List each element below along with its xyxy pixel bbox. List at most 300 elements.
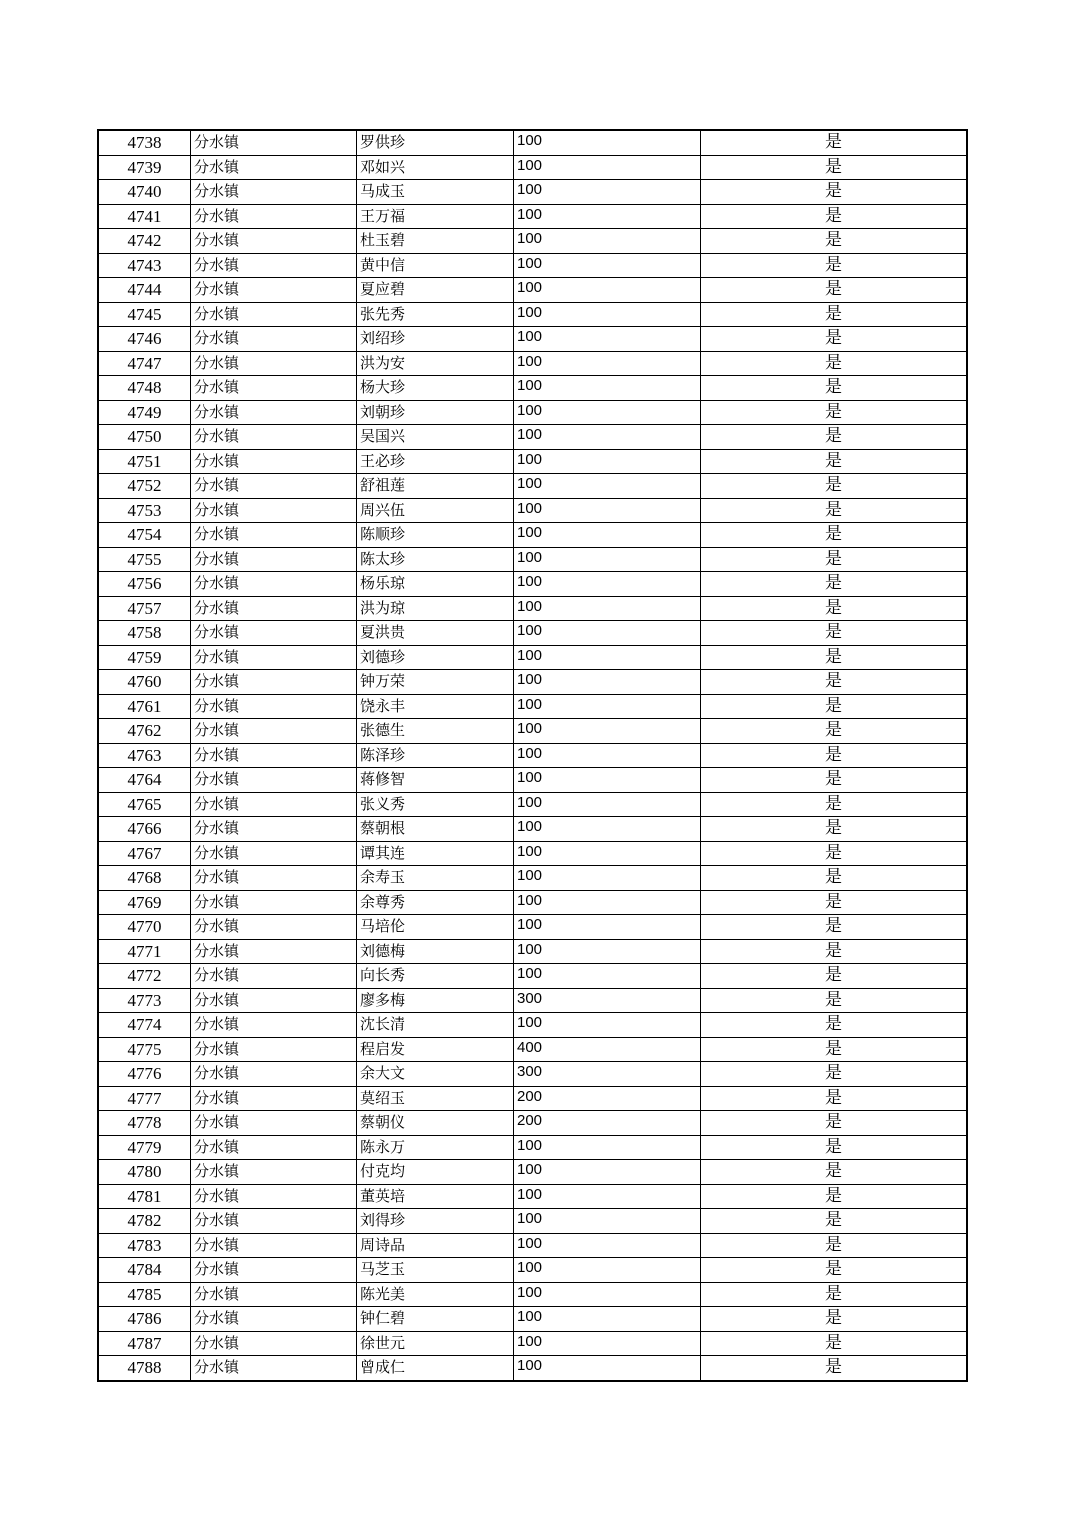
- person-name-cell: 杜玉碧: [357, 229, 514, 254]
- person-name-cell: 董英培: [357, 1184, 514, 1209]
- town-cell: 分水镇: [191, 1307, 357, 1332]
- amount-cell: 100: [514, 1209, 701, 1234]
- person-name-cell: 洪为安: [357, 351, 514, 376]
- town-cell: 分水镇: [191, 1160, 357, 1185]
- status-cell: 是: [701, 572, 968, 597]
- status-cell: 是: [701, 302, 968, 327]
- table-row: [98, 425, 967, 450]
- table-row: [98, 1086, 967, 1111]
- amount-cell: 100: [514, 964, 701, 989]
- person-name-cell: 向长秀: [357, 964, 514, 989]
- status-cell: 是: [701, 1086, 968, 1111]
- status-cell: 是: [701, 180, 968, 205]
- table-row: [98, 743, 967, 768]
- amount-cell: 100: [514, 400, 701, 425]
- data-table: [97, 129, 968, 1382]
- person-name-cell: 钟万荣: [357, 670, 514, 695]
- row-number-cell: 4760: [98, 670, 191, 695]
- town-cell: 分水镇: [191, 866, 357, 891]
- status-cell: 是: [701, 155, 968, 180]
- town-cell: 分水镇: [191, 474, 357, 499]
- person-name-cell: 蔡朝仪: [357, 1111, 514, 1136]
- table-body: [98, 130, 967, 1381]
- amount-cell: 100: [514, 866, 701, 891]
- status-cell: 是: [701, 449, 968, 474]
- status-cell: 是: [701, 1135, 968, 1160]
- person-name-cell: 马芝玉: [357, 1258, 514, 1283]
- town-cell: 分水镇: [191, 1037, 357, 1062]
- person-name-cell: 陈太珍: [357, 547, 514, 572]
- row-number-cell: 4739: [98, 155, 191, 180]
- row-number-cell: 4766: [98, 817, 191, 842]
- amount-cell: 100: [514, 1307, 701, 1332]
- amount-cell: 100: [514, 302, 701, 327]
- table-row: [98, 1307, 967, 1332]
- town-cell: 分水镇: [191, 523, 357, 548]
- amount-cell: 100: [514, 817, 701, 842]
- town-cell: 分水镇: [191, 596, 357, 621]
- town-cell: 分水镇: [191, 155, 357, 180]
- amount-cell: 100: [514, 1331, 701, 1356]
- amount-cell: 100: [514, 596, 701, 621]
- town-cell: 分水镇: [191, 817, 357, 842]
- row-number-cell: 4776: [98, 1062, 191, 1087]
- row-number-cell: 4747: [98, 351, 191, 376]
- row-number-cell: 4765: [98, 792, 191, 817]
- person-name-cell: 陈光美: [357, 1282, 514, 1307]
- person-name-cell: 余尊秀: [357, 890, 514, 915]
- town-cell: 分水镇: [191, 180, 357, 205]
- table-row: [98, 1160, 967, 1185]
- town-cell: 分水镇: [191, 792, 357, 817]
- status-cell: 是: [701, 621, 968, 646]
- status-cell: 是: [701, 866, 968, 891]
- status-cell: 是: [701, 1233, 968, 1258]
- person-name-cell: 刘得珍: [357, 1209, 514, 1234]
- town-cell: 分水镇: [191, 253, 357, 278]
- table-row: [98, 449, 967, 474]
- row-number-cell: 4785: [98, 1282, 191, 1307]
- status-cell: 是: [701, 694, 968, 719]
- table-row: [98, 1135, 967, 1160]
- amount-cell: 300: [514, 988, 701, 1013]
- row-number-cell: 4788: [98, 1356, 191, 1381]
- row-number-cell: 4767: [98, 841, 191, 866]
- row-number-cell: 4764: [98, 768, 191, 793]
- person-name-cell: 钟仁碧: [357, 1307, 514, 1332]
- status-cell: 是: [701, 278, 968, 303]
- amount-cell: 100: [514, 449, 701, 474]
- town-cell: 分水镇: [191, 1209, 357, 1234]
- town-cell: 分水镇: [191, 449, 357, 474]
- town-cell: 分水镇: [191, 400, 357, 425]
- amount-cell: 100: [514, 253, 701, 278]
- amount-cell: 100: [514, 180, 701, 205]
- status-cell: 是: [701, 1160, 968, 1185]
- status-cell: 是: [701, 645, 968, 670]
- person-name-cell: 邓如兴: [357, 155, 514, 180]
- town-cell: 分水镇: [191, 743, 357, 768]
- town-cell: 分水镇: [191, 204, 357, 229]
- row-number-cell: 4754: [98, 523, 191, 548]
- person-name-cell: 程启发: [357, 1037, 514, 1062]
- amount-cell: 100: [514, 523, 701, 548]
- status-cell: 是: [701, 1307, 968, 1332]
- person-name-cell: 莫绍玉: [357, 1086, 514, 1111]
- status-cell: 是: [701, 130, 968, 155]
- table-row: [98, 1184, 967, 1209]
- table-row: [98, 694, 967, 719]
- table-row: [98, 278, 967, 303]
- table-row: [98, 719, 967, 744]
- amount-cell: 100: [514, 327, 701, 352]
- town-cell: 分水镇: [191, 719, 357, 744]
- row-number-cell: 4752: [98, 474, 191, 499]
- status-cell: 是: [701, 988, 968, 1013]
- person-name-cell: 张德生: [357, 719, 514, 744]
- row-number-cell: 4746: [98, 327, 191, 352]
- amount-cell: 100: [514, 768, 701, 793]
- table-row: [98, 1062, 967, 1087]
- amount-cell: 400: [514, 1037, 701, 1062]
- table-row: [98, 547, 967, 572]
- town-cell: 分水镇: [191, 841, 357, 866]
- amount-cell: 100: [514, 572, 701, 597]
- person-name-cell: 陈顺珍: [357, 523, 514, 548]
- row-number-cell: 4743: [98, 253, 191, 278]
- table-row: [98, 866, 967, 891]
- status-cell: 是: [701, 670, 968, 695]
- status-cell: 是: [701, 915, 968, 940]
- amount-cell: 100: [514, 1013, 701, 1038]
- status-cell: 是: [701, 1258, 968, 1283]
- status-cell: 是: [701, 939, 968, 964]
- person-name-cell: 杨乐琼: [357, 572, 514, 597]
- status-cell: 是: [701, 425, 968, 450]
- amount-cell: 100: [514, 376, 701, 401]
- table-row: [98, 130, 967, 155]
- row-number-cell: 4761: [98, 694, 191, 719]
- status-cell: 是: [701, 1209, 968, 1234]
- table-row: [98, 817, 967, 842]
- person-name-cell: 蔡朝根: [357, 817, 514, 842]
- row-number-cell: 4779: [98, 1135, 191, 1160]
- status-cell: 是: [701, 1111, 968, 1136]
- table-row: [98, 229, 967, 254]
- town-cell: 分水镇: [191, 915, 357, 940]
- amount-cell: 100: [514, 1356, 701, 1381]
- town-cell: 分水镇: [191, 1135, 357, 1160]
- status-cell: 是: [701, 253, 968, 278]
- row-number-cell: 4758: [98, 621, 191, 646]
- status-cell: 是: [701, 596, 968, 621]
- person-name-cell: 杨大珍: [357, 376, 514, 401]
- amount-cell: 100: [514, 229, 701, 254]
- table-row: [98, 768, 967, 793]
- table-row: [98, 474, 967, 499]
- table-row: [98, 988, 967, 1013]
- row-number-cell: 4740: [98, 180, 191, 205]
- status-cell: 是: [701, 204, 968, 229]
- town-cell: 分水镇: [191, 1062, 357, 1087]
- town-cell: 分水镇: [191, 1013, 357, 1038]
- person-name-cell: 刘德珍: [357, 645, 514, 670]
- town-cell: 分水镇: [191, 376, 357, 401]
- status-cell: 是: [701, 719, 968, 744]
- person-name-cell: 洪为琼: [357, 596, 514, 621]
- table-row: [98, 1258, 967, 1283]
- status-cell: 是: [701, 376, 968, 401]
- person-name-cell: 曾成仁: [357, 1356, 514, 1381]
- person-name-cell: 刘绍珍: [357, 327, 514, 352]
- amount-cell: 200: [514, 1086, 701, 1111]
- table-row: [98, 498, 967, 523]
- amount-cell: 100: [514, 1184, 701, 1209]
- person-name-cell: 徐世元: [357, 1331, 514, 1356]
- town-cell: 分水镇: [191, 621, 357, 646]
- row-number-cell: 4745: [98, 302, 191, 327]
- town-cell: 分水镇: [191, 694, 357, 719]
- town-cell: 分水镇: [191, 327, 357, 352]
- row-number-cell: 4751: [98, 449, 191, 474]
- row-number-cell: 4775: [98, 1037, 191, 1062]
- amount-cell: 100: [514, 890, 701, 915]
- table-row: [98, 351, 967, 376]
- town-cell: 分水镇: [191, 229, 357, 254]
- table-row: [98, 939, 967, 964]
- amount-cell: 100: [514, 425, 701, 450]
- table-row: [98, 180, 967, 205]
- row-number-cell: 4770: [98, 915, 191, 940]
- amount-cell: 100: [514, 474, 701, 499]
- table-row: [98, 596, 967, 621]
- row-number-cell: 4750: [98, 425, 191, 450]
- town-cell: 分水镇: [191, 302, 357, 327]
- town-cell: 分水镇: [191, 890, 357, 915]
- row-number-cell: 4741: [98, 204, 191, 229]
- town-cell: 分水镇: [191, 278, 357, 303]
- status-cell: 是: [701, 498, 968, 523]
- row-number-cell: 4781: [98, 1184, 191, 1209]
- status-cell: 是: [701, 547, 968, 572]
- town-cell: 分水镇: [191, 1233, 357, 1258]
- person-name-cell: 马成玉: [357, 180, 514, 205]
- person-name-cell: 夏应碧: [357, 278, 514, 303]
- town-cell: 分水镇: [191, 964, 357, 989]
- row-number-cell: 4784: [98, 1258, 191, 1283]
- person-name-cell: 周诗品: [357, 1233, 514, 1258]
- town-cell: 分水镇: [191, 1086, 357, 1111]
- status-cell: 是: [701, 400, 968, 425]
- person-name-cell: 饶永丰: [357, 694, 514, 719]
- person-name-cell: 蒋修智: [357, 768, 514, 793]
- row-number-cell: 4757: [98, 596, 191, 621]
- town-cell: 分水镇: [191, 1258, 357, 1283]
- table-row: [98, 327, 967, 352]
- table-row: [98, 572, 967, 597]
- person-name-cell: 吴国兴: [357, 425, 514, 450]
- row-number-cell: 4780: [98, 1160, 191, 1185]
- town-cell: 分水镇: [191, 498, 357, 523]
- person-name-cell: 罗供珍: [357, 130, 514, 155]
- amount-cell: 100: [514, 670, 701, 695]
- town-cell: 分水镇: [191, 1331, 357, 1356]
- town-cell: 分水镇: [191, 351, 357, 376]
- status-cell: 是: [701, 1184, 968, 1209]
- person-name-cell: 张义秀: [357, 792, 514, 817]
- person-name-cell: 沈长清: [357, 1013, 514, 1038]
- amount-cell: 200: [514, 1111, 701, 1136]
- amount-cell: 100: [514, 204, 701, 229]
- row-number-cell: 4763: [98, 743, 191, 768]
- amount-cell: 100: [514, 1160, 701, 1185]
- table-row: [98, 523, 967, 548]
- table-row: [98, 1037, 967, 1062]
- amount-cell: 100: [514, 719, 701, 744]
- row-number-cell: 4768: [98, 866, 191, 891]
- row-number-cell: 4755: [98, 547, 191, 572]
- row-number-cell: 4774: [98, 1013, 191, 1038]
- amount-cell: 100: [514, 645, 701, 670]
- table-row: [98, 1111, 967, 1136]
- table-row: [98, 155, 967, 180]
- status-cell: 是: [701, 327, 968, 352]
- row-number-cell: 4756: [98, 572, 191, 597]
- amount-cell: 100: [514, 1258, 701, 1283]
- row-number-cell: 4738: [98, 130, 191, 155]
- amount-cell: 100: [514, 547, 701, 572]
- table-row: [98, 400, 967, 425]
- person-name-cell: 刘朝珍: [357, 400, 514, 425]
- person-name-cell: 黄中信: [357, 253, 514, 278]
- status-cell: 是: [701, 792, 968, 817]
- row-number-cell: 4759: [98, 645, 191, 670]
- amount-cell: 100: [514, 1282, 701, 1307]
- table-row: [98, 621, 967, 646]
- town-cell: 分水镇: [191, 1282, 357, 1307]
- status-cell: 是: [701, 817, 968, 842]
- amount-cell: 100: [514, 743, 701, 768]
- person-name-cell: 廖多梅: [357, 988, 514, 1013]
- amount-cell: 100: [514, 1233, 701, 1258]
- town-cell: 分水镇: [191, 130, 357, 155]
- amount-cell: 100: [514, 694, 701, 719]
- row-number-cell: 4786: [98, 1307, 191, 1332]
- person-name-cell: 余寿玉: [357, 866, 514, 891]
- person-name-cell: 刘德梅: [357, 939, 514, 964]
- amount-cell: 100: [514, 621, 701, 646]
- amount-cell: 100: [514, 130, 701, 155]
- town-cell: 分水镇: [191, 425, 357, 450]
- town-cell: 分水镇: [191, 988, 357, 1013]
- person-name-cell: 王必珍: [357, 449, 514, 474]
- person-name-cell: 陈泽珍: [357, 743, 514, 768]
- town-cell: 分水镇: [191, 645, 357, 670]
- status-cell: 是: [701, 890, 968, 915]
- person-name-cell: 夏洪贵: [357, 621, 514, 646]
- status-cell: 是: [701, 743, 968, 768]
- table-row: [98, 376, 967, 401]
- row-number-cell: 4742: [98, 229, 191, 254]
- table-row: [98, 890, 967, 915]
- row-number-cell: 4783: [98, 1233, 191, 1258]
- town-cell: 分水镇: [191, 572, 357, 597]
- amount-cell: 100: [514, 939, 701, 964]
- amount-cell: 300: [514, 1062, 701, 1087]
- row-number-cell: 4769: [98, 890, 191, 915]
- town-cell: 分水镇: [191, 1111, 357, 1136]
- amount-cell: 100: [514, 792, 701, 817]
- status-cell: 是: [701, 1013, 968, 1038]
- table-row: [98, 1209, 967, 1234]
- row-number-cell: 4787: [98, 1331, 191, 1356]
- table-row: [98, 1013, 967, 1038]
- town-cell: 分水镇: [191, 547, 357, 572]
- table-row: [98, 204, 967, 229]
- person-name-cell: 舒祖莲: [357, 474, 514, 499]
- row-number-cell: 4778: [98, 1111, 191, 1136]
- person-name-cell: 陈永万: [357, 1135, 514, 1160]
- row-number-cell: 4772: [98, 964, 191, 989]
- table-row: [98, 645, 967, 670]
- table-row: [98, 964, 967, 989]
- status-cell: 是: [701, 768, 968, 793]
- table-row: [98, 1282, 967, 1307]
- table-row: [98, 915, 967, 940]
- amount-cell: 100: [514, 498, 701, 523]
- person-name-cell: 马培伦: [357, 915, 514, 940]
- status-cell: 是: [701, 474, 968, 499]
- person-name-cell: 张先秀: [357, 302, 514, 327]
- row-number-cell: 4782: [98, 1209, 191, 1234]
- row-number-cell: 4771: [98, 939, 191, 964]
- table-row: [98, 1331, 967, 1356]
- table-row: [98, 253, 967, 278]
- status-cell: 是: [701, 964, 968, 989]
- person-name-cell: 余大文: [357, 1062, 514, 1087]
- row-number-cell: 4744: [98, 278, 191, 303]
- amount-cell: 100: [514, 351, 701, 376]
- row-number-cell: 4777: [98, 1086, 191, 1111]
- table-row: [98, 1356, 967, 1381]
- person-name-cell: 付克均: [357, 1160, 514, 1185]
- amount-cell: 100: [514, 278, 701, 303]
- person-name-cell: 王万福: [357, 204, 514, 229]
- status-cell: 是: [701, 1282, 968, 1307]
- row-number-cell: 4753: [98, 498, 191, 523]
- person-name-cell: 谭其连: [357, 841, 514, 866]
- row-number-cell: 4762: [98, 719, 191, 744]
- table-row: [98, 670, 967, 695]
- town-cell: 分水镇: [191, 768, 357, 793]
- row-number-cell: 4749: [98, 400, 191, 425]
- town-cell: 分水镇: [191, 939, 357, 964]
- row-number-cell: 4773: [98, 988, 191, 1013]
- town-cell: 分水镇: [191, 1356, 357, 1381]
- table-row: [98, 792, 967, 817]
- status-cell: 是: [701, 229, 968, 254]
- amount-cell: 100: [514, 915, 701, 940]
- status-cell: 是: [701, 351, 968, 376]
- town-cell: 分水镇: [191, 1184, 357, 1209]
- status-cell: 是: [701, 1062, 968, 1087]
- row-number-cell: 4748: [98, 376, 191, 401]
- table-row: [98, 1233, 967, 1258]
- status-cell: 是: [701, 523, 968, 548]
- table-row: [98, 302, 967, 327]
- person-name-cell: 周兴伍: [357, 498, 514, 523]
- amount-cell: 100: [514, 1135, 701, 1160]
